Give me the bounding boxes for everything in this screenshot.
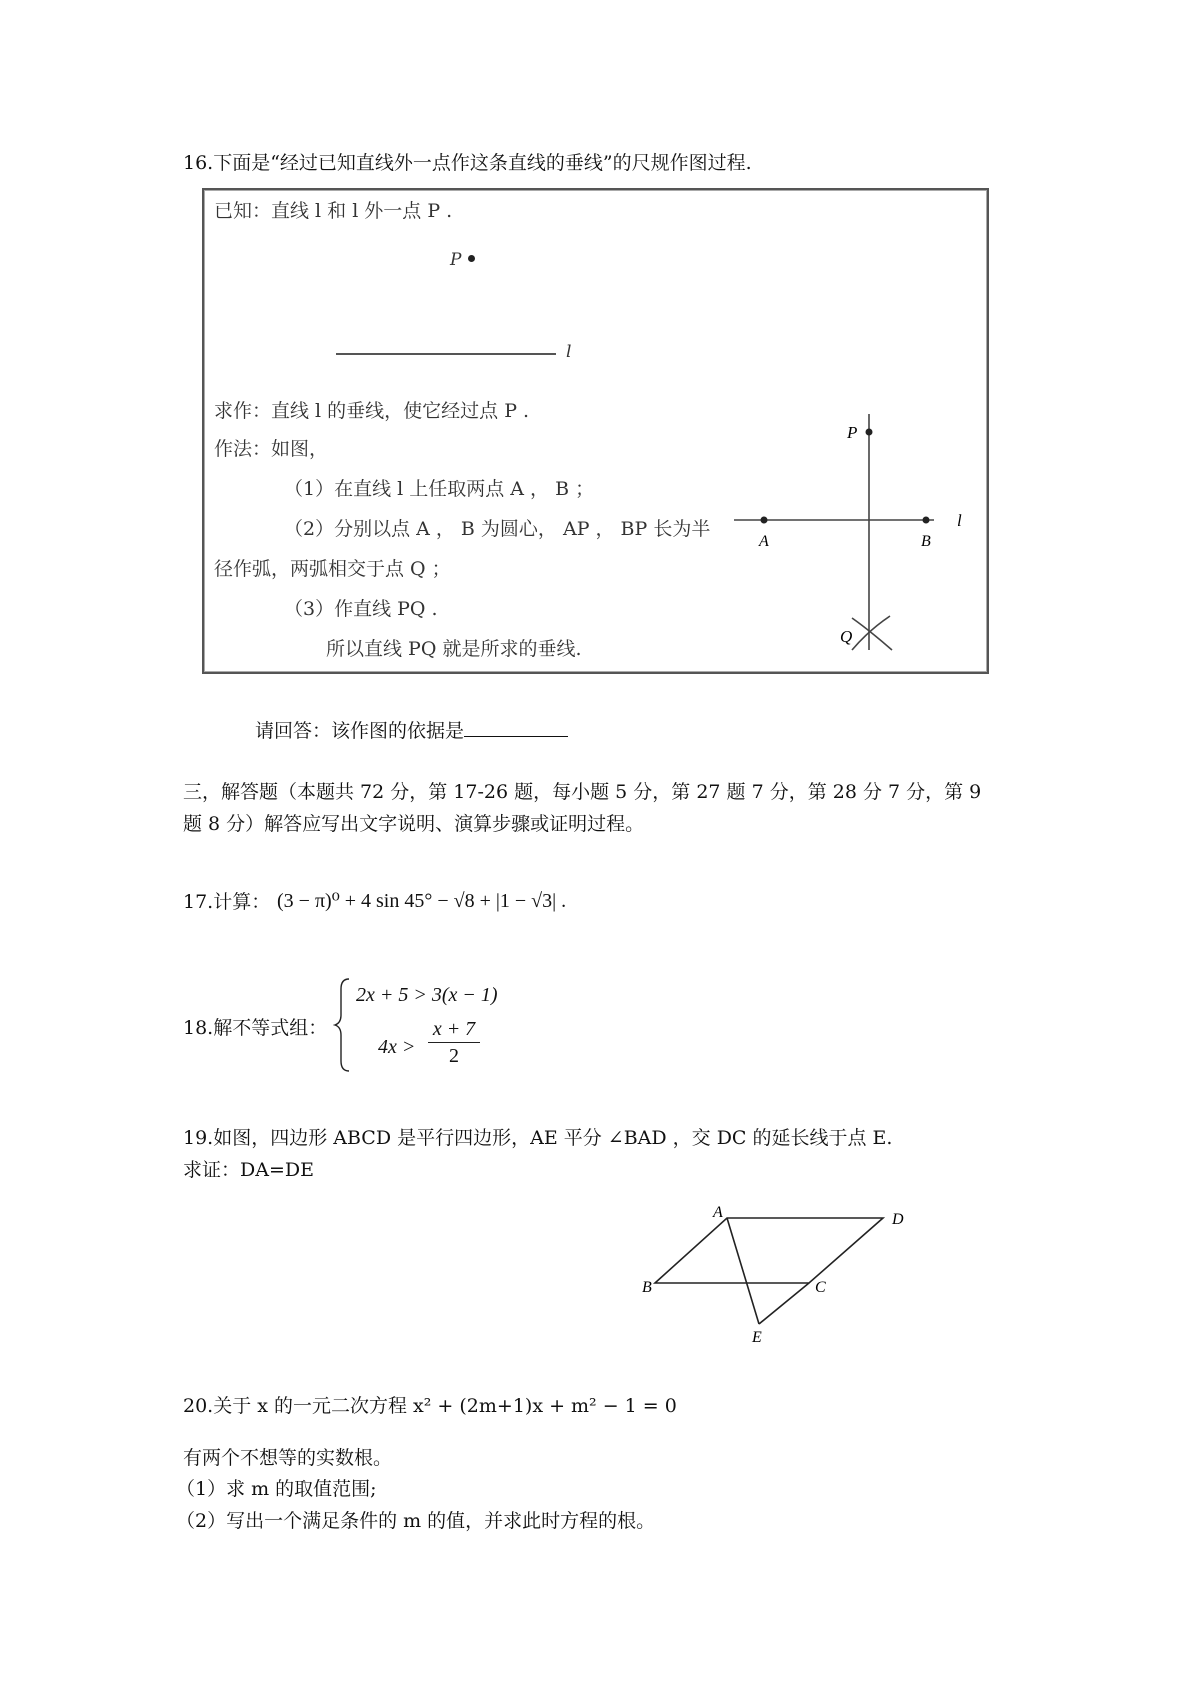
inequality-2-fraction: [428, 1017, 480, 1070]
q20-part2: （2）写出一个满足条件的 m 的值，并求此时方程的根。: [176, 1510, 656, 1532]
q20-line1: 20.关于 x 的一元二次方程 x² + (2m+1)x + m² − 1 = 0: [183, 1395, 677, 1417]
perpendicular-construction-figure: [724, 410, 984, 660]
step-2a: （2）分别以点 A ， B 为圆心， AP ， BP 长为半: [284, 518, 711, 540]
construction-box: [202, 188, 989, 674]
q20-part1: （1）求 m 的取值范围;: [176, 1478, 377, 1500]
label-d: D: [892, 1211, 904, 1228]
parallelogram-abcd: [655, 1218, 883, 1283]
q16-title: 16.下面是“经过已知直线外一点作这条直线的垂线”的尺规作图过程.: [183, 152, 752, 174]
fraction-numerator: x + 7: [432, 1018, 476, 1040]
arc-1: [852, 618, 892, 650]
parallelogram-figure: [630, 1200, 920, 1350]
section3-line2: 题 8 分）解答应写出文字说明、演算步骤或证明过程。: [183, 813, 645, 835]
given-point-p: [468, 255, 475, 262]
segment-ce: [759, 1283, 809, 1324]
segment-ae: [727, 1218, 759, 1324]
answer-blank[interactable]: [464, 718, 568, 737]
label-b: B: [642, 1279, 652, 1296]
label-q: Q: [840, 627, 853, 646]
q19-line1: 19.如图，四边形 ABCD 是平行四边形，AE 平分 ∠BAD ，交 DC 的延长线于点 E.: [183, 1127, 893, 1149]
given-point-label: P: [450, 250, 462, 270]
answer-prompt: [255, 718, 568, 743]
q17-label: 17.计算：: [183, 891, 271, 913]
label-b: B: [921, 533, 931, 550]
conclusion-text: 所以直线 PQ 就是所求的垂线.: [326, 638, 582, 660]
fraction-denominator: 2: [449, 1045, 459, 1067]
step-1: （1）在直线 l 上任取两点 A ， B ；: [284, 478, 595, 500]
step-2b: 径作弧，两弧相交于点 Q ；: [214, 558, 451, 580]
method-text: 作法：如图，: [214, 438, 329, 460]
label-a: A: [759, 533, 769, 550]
q18-label: 18.解不等式组：: [183, 1017, 328, 1039]
label-p: P: [847, 423, 858, 442]
label-a: A: [713, 1204, 723, 1221]
label-c: C: [815, 1279, 826, 1296]
point-b: [923, 517, 930, 524]
given-line-l: [336, 353, 556, 355]
step-3: （3）作直线 PQ .: [284, 598, 438, 620]
label-l: l: [957, 511, 962, 530]
inequality-2-lhs: 4x >: [378, 1036, 416, 1058]
known-text: 已知：直线 l 和 l 外一点 P .: [214, 200, 453, 222]
answer-prompt-text: 请回答：该作图的依据是: [255, 720, 465, 742]
system-brace: [333, 975, 353, 1075]
q19-line2: 求证：DA=DE: [183, 1159, 314, 1181]
point-p: [866, 429, 873, 436]
q20-line2: 有两个不想等的实数根。: [183, 1447, 393, 1469]
label-e: E: [752, 1329, 762, 1346]
inequality-1: 2x + 5 > 3(x − 1): [356, 984, 498, 1006]
section3-line1: 三，解答题（本题共 72 分，第 17-26 题，每小题 5 分，第 27 题 7 分，第 28 分 7 分，第 9: [183, 781, 982, 803]
q17-expression: (3 − π)⁰ + 4 sin 45° − √8 + |1 − √3| .: [277, 890, 567, 912]
point-a: [761, 517, 768, 524]
goal-text: 求作：直线 l 的垂线，使它经过点 P .: [214, 400, 530, 422]
given-line-label: l: [566, 342, 572, 362]
